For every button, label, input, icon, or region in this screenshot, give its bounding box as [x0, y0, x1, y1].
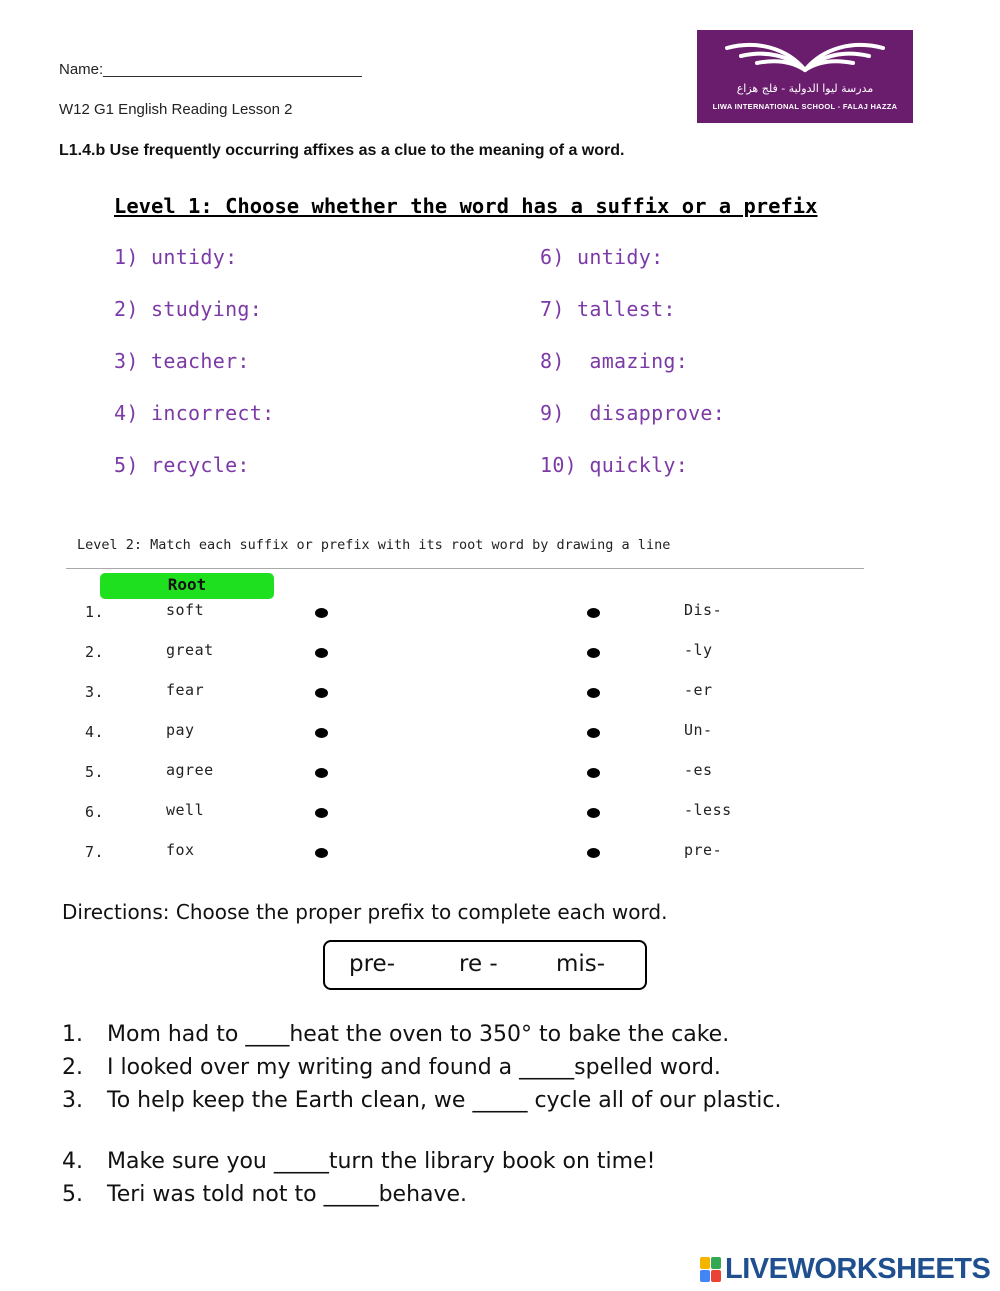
match-affix: -er — [684, 681, 713, 699]
match-dot-right[interactable] — [587, 848, 600, 858]
sentence-text: Make sure you _____turn the library book on time! — [107, 1149, 656, 1174]
sentence-text: To help keep the Earth clean, we _____ cycle all of our plastic. — [107, 1088, 782, 1113]
level1-item: 4) incorrect: — [114, 401, 275, 425]
match-dot-right[interactable] — [587, 768, 600, 778]
level1-item: 3) teacher: — [114, 349, 250, 373]
sentence-number: 4. — [62, 1149, 83, 1174]
match-dot-left[interactable] — [315, 808, 328, 818]
level1-item: 10) quickly: — [540, 453, 689, 477]
liveworksheets-wordmark: LIVEWORKSHEETS — [725, 1253, 991, 1285]
match-dot-left[interactable] — [315, 768, 328, 778]
match-dot-right[interactable] — [587, 608, 600, 618]
sentence-number: 5. — [62, 1182, 83, 1207]
match-affix: -less — [684, 801, 732, 819]
level1-title: Level 1: Choose whether the word has a suffix or a prefix — [114, 194, 818, 218]
match-affix: pre- — [684, 841, 723, 859]
school-logo — [697, 30, 913, 123]
prefix-option: re - — [459, 951, 498, 977]
level1-item: 1) untidy: — [114, 245, 238, 269]
match-dot-left[interactable] — [315, 648, 328, 658]
open-book-icon — [697, 30, 913, 80]
lesson-title: W12 G1 English Reading Lesson 2 — [59, 101, 293, 118]
match-affix: Dis- — [684, 601, 723, 619]
prefix-word-bank — [323, 940, 647, 990]
level1-item: 8) amazing: — [540, 349, 689, 373]
directions-text: Directions: Choose the proper prefix to complete each word. — [62, 900, 668, 924]
match-dot-right[interactable] — [587, 688, 600, 698]
match-affix: Un- — [684, 721, 713, 739]
sentence-number: 2. — [62, 1055, 83, 1080]
match-affix: -es — [684, 761, 713, 779]
level1-item: 5) recycle: — [114, 453, 250, 477]
match-dot-left[interactable] — [315, 608, 328, 618]
match-root-word: fox — [166, 841, 195, 859]
logo-arabic-name: مدرسة ليوا الدولية - فلج هزاع — [736, 82, 874, 95]
match-row-number: 4. — [85, 723, 105, 741]
sentence-text: I looked over my writing and found a _____spelled word. — [107, 1055, 721, 1080]
match-root-word: great — [166, 641, 214, 659]
prefix-option: mis- — [556, 951, 606, 977]
match-row-number: 2. — [85, 643, 105, 661]
root-label-badge: Root — [100, 573, 274, 599]
match-dot-right[interactable] — [587, 808, 600, 818]
level1-item: 9) disapprove: — [540, 401, 726, 425]
match-root-word: fear — [166, 681, 205, 699]
learning-standard: L1.4.b Use frequently occurring affixes as a clue to the meaning of a word. — [59, 142, 625, 159]
match-row-number: 3. — [85, 683, 105, 701]
match-row-number: 5. — [85, 763, 105, 781]
match-dot-left[interactable] — [315, 728, 328, 738]
sentence-number: 3. — [62, 1088, 83, 1113]
match-dot-left[interactable] — [315, 848, 328, 858]
level2-title: Level 2: Match each suffix or prefix with its root word by drawing a line — [77, 537, 671, 553]
sentence-text: Teri was told not to _____behave. — [107, 1182, 468, 1207]
sentence-number: 1. — [62, 1022, 83, 1047]
prefix-option: pre- — [349, 951, 395, 977]
match-root-word: well — [166, 801, 205, 819]
match-root-word: soft — [166, 601, 205, 619]
match-dot-right[interactable] — [587, 728, 600, 738]
sentence-text: Mom had to ____heat the oven to 350° to bake the cake. — [107, 1022, 730, 1047]
match-root-word: agree — [166, 761, 214, 779]
match-affix: -ly — [684, 641, 713, 659]
liveworksheets-logo-icon — [700, 1257, 722, 1283]
match-row-number: 6. — [85, 803, 105, 821]
match-root-word: pay — [166, 721, 195, 739]
match-row-number: 7. — [85, 843, 105, 861]
divider — [66, 568, 864, 569]
level1-item: 6) untidy: — [540, 245, 664, 269]
match-dot-left[interactable] — [315, 688, 328, 698]
level1-item: 7) tallest: — [540, 297, 676, 321]
logo-english-name: LIWA INTERNATIONAL SCHOOL - FALAJ HAZZA — [712, 102, 898, 111]
level1-item: 2) studying: — [114, 297, 263, 321]
match-row-number: 1. — [85, 603, 105, 621]
name-field-label: Name:_______________________________ — [59, 61, 362, 78]
match-dot-right[interactable] — [587, 648, 600, 658]
